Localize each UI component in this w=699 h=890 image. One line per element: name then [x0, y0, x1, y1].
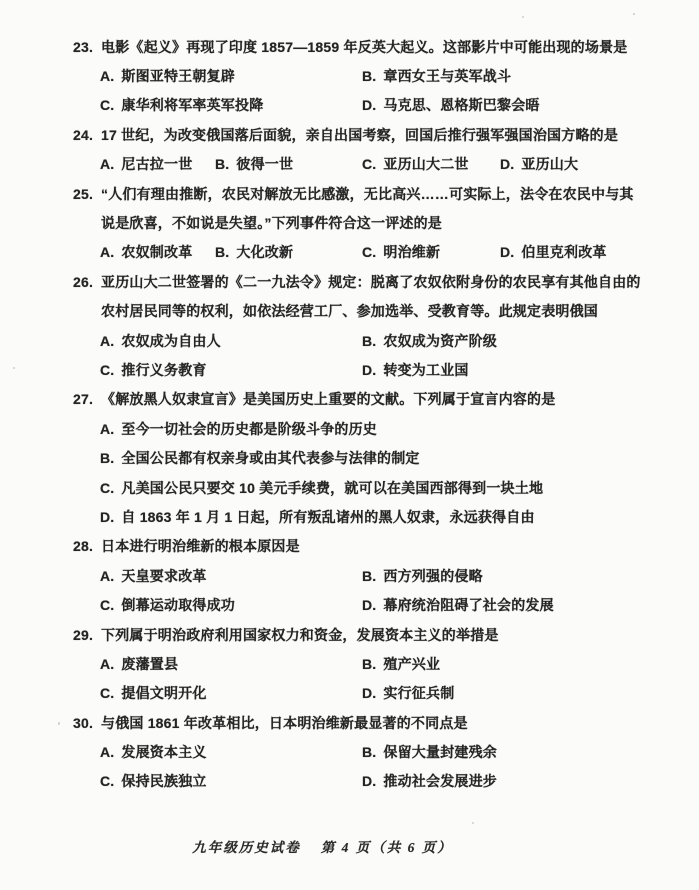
question-stem-line: 日本进行明治维新的根本原因是 [101, 538, 300, 555]
option-label: D. [362, 773, 377, 790]
scan-speckle [58, 722, 60, 725]
option-label: B. [362, 567, 377, 584]
question-number: 25. [73, 185, 94, 202]
option-text: 西方列强的侵略 [383, 567, 483, 584]
scan-speckle [633, 13, 635, 15]
option [100, 154, 192, 174]
question-stem-row [0, 120, 699, 149]
option-text: 至今一切社会的历史都是阶级斗争的历史 [121, 420, 378, 437]
option [500, 154, 578, 174]
option [100, 683, 207, 703]
option-label: A. [100, 156, 115, 173]
question-stem-row [0, 208, 699, 237]
option-label: B. [215, 156, 230, 173]
question-stem-line: 下列属于明治政府利用国家权力和资金，发展资本主义的举措是 [101, 626, 499, 643]
options-row [0, 61, 699, 90]
question-stem-row [0, 32, 699, 61]
question-stem-line: 电影《起义》再现了印度 1857—1859 年反英大起义。这部影片中可能出现的场景是 [101, 38, 628, 55]
option-label: C. [100, 479, 115, 496]
option-label: D. [362, 597, 377, 614]
options-row [0, 679, 699, 708]
option-text: 废藩置县 [121, 655, 179, 672]
option [100, 419, 377, 439]
option-label: C. [100, 773, 115, 790]
option [362, 242, 440, 262]
options-row [0, 649, 699, 678]
option-label: A. [100, 567, 115, 584]
option-text: 农奴成为资产阶级 [383, 332, 498, 349]
option [100, 595, 235, 615]
option-text: 殖产兴业 [383, 655, 441, 672]
option [362, 771, 497, 791]
option-text: 凡美国公民只要交 10 美元手续费，就可以在美国西部得到一块土地 [121, 479, 544, 496]
option-text: 康华利将军率英军投降 [121, 97, 264, 114]
option-text: 农奴成为自由人 [121, 332, 221, 349]
option [362, 360, 469, 380]
option-label: B. [362, 655, 377, 672]
question-number: 27. [73, 391, 94, 408]
options-row [0, 326, 699, 355]
question-stem-row [0, 620, 699, 649]
option-text: 天皇要求改革 [121, 567, 207, 584]
question-number: 29. [73, 626, 94, 643]
option-text: 亚历山大 [521, 156, 579, 173]
option-text: 伯里克利改革 [521, 244, 607, 261]
options-row [0, 91, 699, 120]
option-text: 大化改新 [236, 244, 294, 261]
options-row [0, 737, 699, 766]
page-number: 第 4 页（共 6 页） [320, 840, 453, 855]
question-number: 26. [73, 273, 94, 290]
question-stem-line: 说是欣喜，不如说是失望。”下列事件符合这一评述的是 [101, 215, 442, 232]
option-label: A. [100, 744, 115, 761]
option [100, 331, 221, 351]
question-stem-line: 17 世纪，为改变俄国落后面貌，亲自出国考察，回国后推行强军强国治国方略的是 [101, 126, 619, 143]
option-label: C. [100, 597, 115, 614]
option [100, 478, 543, 498]
option [362, 66, 511, 86]
option [100, 742, 207, 762]
options-row [0, 767, 699, 796]
question-number: 28. [73, 538, 94, 555]
option [362, 566, 483, 586]
option [215, 154, 293, 174]
option [100, 448, 420, 468]
option-text: 尼古拉一世 [121, 156, 193, 173]
option-label: D. [500, 156, 515, 173]
option [100, 771, 207, 791]
option-text: 倒幕运动取得成功 [121, 597, 236, 614]
option-label: C. [362, 244, 377, 261]
options-row [0, 473, 699, 502]
option-label: A. [100, 244, 115, 261]
option-text: 转变为工业国 [383, 361, 469, 378]
option [100, 360, 207, 380]
question-stem-row [0, 708, 699, 737]
question-number: 23. [73, 38, 94, 55]
options-row [0, 561, 699, 590]
option-label: B. [362, 332, 377, 349]
scan-speckle [522, 16, 524, 18]
option [362, 683, 454, 703]
option [100, 507, 535, 527]
option-label: A. [100, 332, 115, 349]
option-text: 明治维新 [383, 244, 441, 261]
options-row [0, 414, 699, 443]
option-label: C. [100, 97, 115, 114]
option-label: B. [362, 68, 377, 85]
question-stem-row [0, 179, 699, 208]
options-row [0, 238, 699, 267]
option-text: 农奴制改革 [121, 244, 193, 261]
question-stem-line: 亚历山大二世签署的《二一九法令》规定：脱离了农奴依附身份的农民享有其他自由的 [101, 273, 641, 290]
question-stem-row [0, 385, 699, 414]
question-stem-line: “人们有理由推断，农民对解放无比感激，无比高兴……可实际上，法令在农民中与其 [101, 185, 634, 202]
option-text: 保留大量封建残余 [383, 744, 498, 761]
option-label: D. [362, 361, 377, 378]
options-row [0, 355, 699, 384]
option-label: B. [100, 450, 115, 467]
option [362, 595, 554, 615]
question-number: 30. [73, 714, 94, 731]
option [362, 154, 469, 174]
options-row [0, 443, 699, 472]
option-label: C. [100, 361, 115, 378]
options-row [0, 502, 699, 531]
scan-speckle [13, 367, 15, 369]
option-label: D. [100, 508, 115, 525]
option-text: 亚历山大二世 [383, 156, 469, 173]
option-label: C. [362, 156, 377, 173]
option-label: D. [362, 97, 377, 114]
option-text: 实行征兵制 [383, 685, 455, 702]
option-text: 幕府统治阻碍了社会的发展 [383, 597, 554, 614]
option-text: 推动社会发展进步 [383, 773, 498, 790]
option-label: D. [362, 685, 377, 702]
option-label: B. [215, 244, 230, 261]
option [100, 66, 235, 86]
option-label: C. [100, 685, 115, 702]
option-label: A. [100, 655, 115, 672]
page-footer [0, 836, 672, 856]
question-stem-line: 《解放黑人奴隶宣言》是美国历史上重要的文献。下列属于宣言内容的是 [101, 391, 556, 408]
option-text: 全国公民都有权亲身或由其代表参与法律的制定 [121, 450, 420, 467]
option [362, 654, 440, 674]
option-text: 提倡文明开化 [121, 685, 207, 702]
option [215, 242, 293, 262]
option [100, 654, 178, 674]
option-text: 保持民族独立 [121, 773, 207, 790]
question-stem-line: 农村居民同等的权利，如依法经营工厂、参加选举、受教育等。此规定表明俄国 [101, 303, 598, 320]
option-label: A. [100, 68, 115, 85]
question-stem-row [0, 267, 699, 296]
option [100, 566, 207, 586]
option-label: D. [500, 244, 515, 261]
option [100, 95, 263, 115]
options-row [0, 150, 699, 179]
option-label: B. [362, 744, 377, 761]
question-number: 24. [73, 126, 94, 143]
question-stem-row [0, 297, 699, 326]
paper-title: 九年级历史试卷 [192, 840, 301, 855]
scan-speckle [472, 822, 474, 824]
option-text: 自 1863 年 1 月 1 日起，所有叛乱诸州的黑人奴隶，永远获得自由 [121, 508, 535, 525]
option-text: 斯图亚特王朝复辟 [121, 68, 236, 85]
option [362, 331, 497, 351]
option [500, 242, 607, 262]
question-stem-line: 与俄国 1861 年改革相比，日本明治维新最显著的不同点是 [101, 714, 468, 731]
option-text: 马克思、恩格斯巴黎会晤 [383, 97, 540, 114]
option-text: 推行义务教育 [121, 361, 207, 378]
question-stem-row [0, 532, 699, 561]
option [362, 742, 497, 762]
option-text: 章西女王与英军战斗 [383, 68, 512, 85]
option [100, 242, 192, 262]
option-label: A. [100, 420, 115, 437]
options-row [0, 590, 699, 619]
questions-area [0, 32, 699, 796]
option-text: 彼得一世 [236, 156, 294, 173]
option-text: 发展资本主义 [121, 744, 207, 761]
option [362, 95, 540, 115]
